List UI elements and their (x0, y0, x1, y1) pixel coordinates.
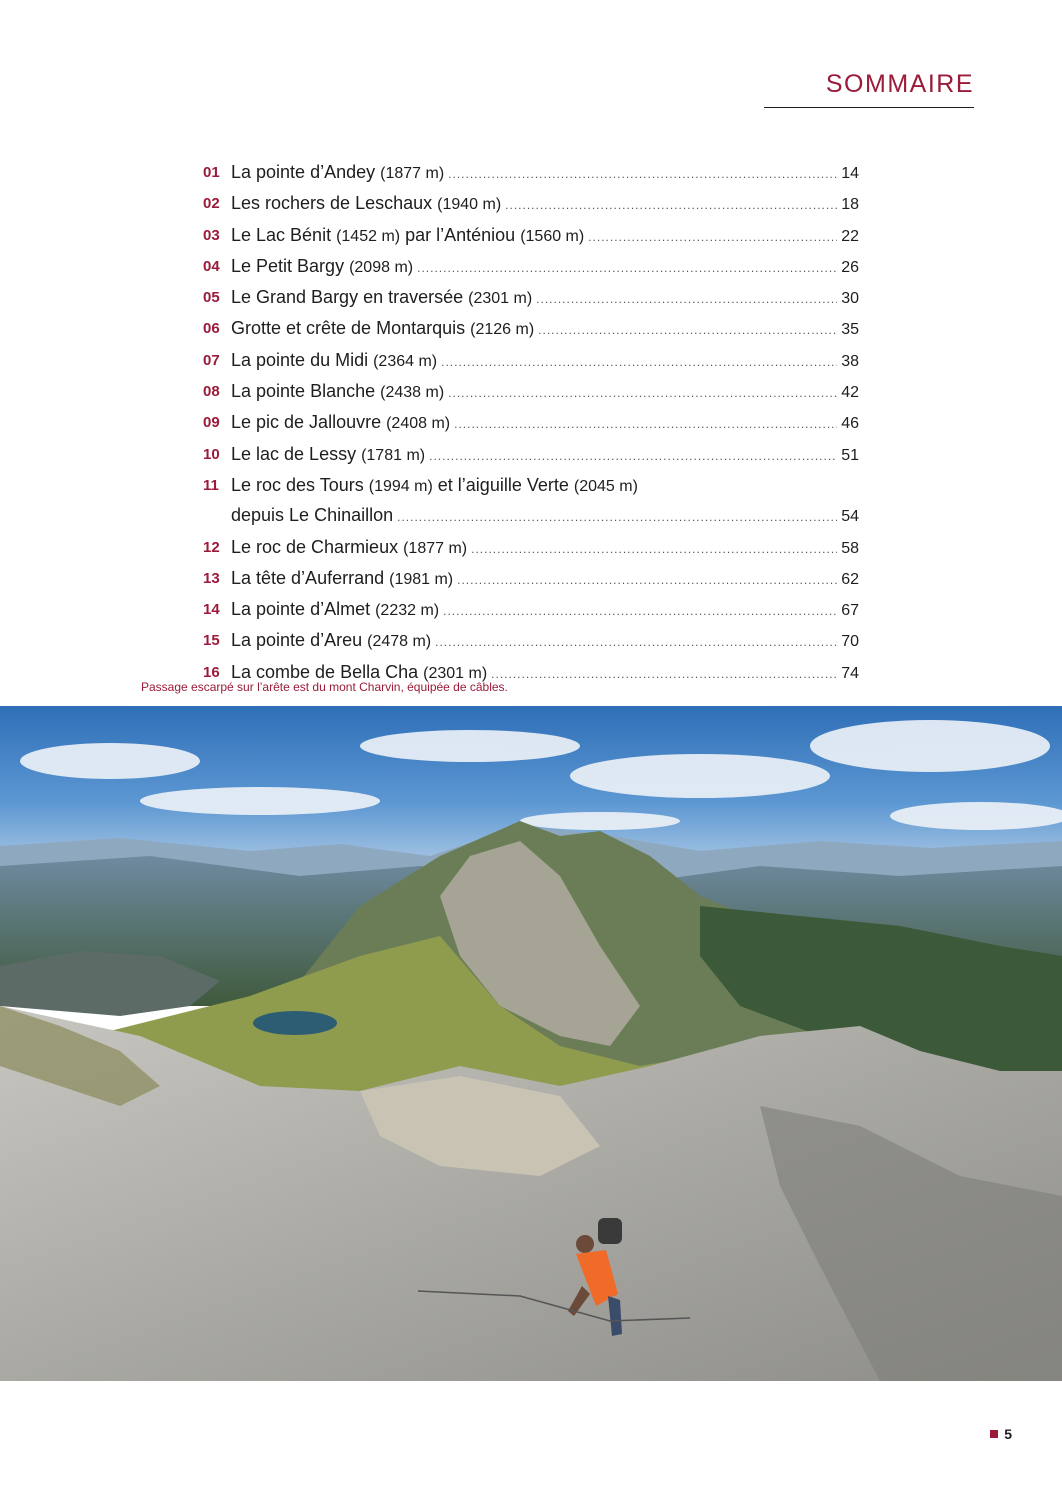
toc-entry-title (231, 626, 431, 656)
toc-entry-number: 05 (203, 289, 220, 307)
accent-square (990, 1430, 998, 1438)
toc-entry-altitude: (2438 m) (380, 384, 445, 402)
toc-entry-title-part: Le pic de Jallouvre (231, 412, 387, 433)
toc-entry-title (231, 501, 393, 530)
toc-entry[interactable] (203, 252, 859, 283)
toc-entry-page: 26 (841, 258, 859, 276)
toc-entry-altitude: (2232 m) (375, 602, 440, 620)
toc-entry-title (231, 564, 453, 594)
toc-entry-number: 11 (203, 476, 219, 494)
toc-entry-page: 74 (841, 664, 859, 682)
toc-entry-page: 14 (841, 165, 859, 182)
toc-entry-number: 16 (203, 663, 220, 681)
toc-entry[interactable] (203, 471, 859, 533)
toc-entry-page: 22 (841, 227, 859, 245)
toc-entry-number: 14 (203, 601, 220, 619)
page-number (990, 1426, 1012, 1442)
toc-entry-number: 07 (203, 351, 220, 369)
leader-dots (448, 160, 837, 189)
toc-entry-altitude: (1940 m) (437, 196, 502, 214)
toc-entry-altitude: (1877 m) (403, 539, 468, 557)
toc-entry[interactable] (203, 158, 859, 189)
toc-entry-page: 38 (841, 352, 859, 370)
toc-entry-title-part: La pointe Blanche (231, 381, 381, 402)
toc-entry[interactable] (203, 189, 859, 220)
toc-entry-title-part: Les rochers de Leschaux (231, 193, 438, 214)
toc-entry-page: 35 (841, 321, 859, 339)
toc-entry-altitude: (2126 m) (470, 321, 535, 339)
toc-entry-title-part: et l’aiguille Verte (432, 474, 574, 495)
toc-entry-number: 03 (203, 226, 220, 244)
toc-entry[interactable] (203, 314, 859, 345)
toc-entry-number: 12 (203, 538, 220, 556)
toc-entry-altitude: (1981 m) (389, 570, 454, 588)
toc-entry-title (231, 471, 638, 501)
toc-entry-number: 02 (203, 195, 220, 213)
toc-entry-altitude: (2408 m) (386, 415, 451, 433)
toc-entry-title (231, 377, 444, 407)
lake (253, 1011, 337, 1035)
toc-entry-altitude: (1877 m) (380, 165, 445, 182)
toc-entry-title (231, 158, 444, 188)
toc-entry-altitude: (2045 m) (573, 477, 638, 495)
toc-entry-page: 51 (841, 446, 859, 464)
toc-entry-altitude: (1452 m) (336, 227, 401, 245)
leader-dots (397, 503, 837, 532)
toc-entry-number: 13 (203, 569, 220, 587)
toc-entry-title (231, 408, 450, 438)
leader-dots (435, 628, 837, 657)
toc-entry-number: 06 (203, 320, 220, 338)
table-of-contents (203, 158, 859, 689)
leader-dots (471, 535, 837, 564)
toc-entry-page: 58 (841, 539, 859, 557)
leader-dots (441, 348, 837, 377)
leader-dots (457, 566, 837, 595)
toc-entry-page: 30 (841, 290, 859, 308)
toc-entry-title (231, 221, 584, 251)
toc-entry[interactable] (203, 283, 859, 314)
toc-entry-title-part: Le Petit Bargy (231, 255, 350, 276)
toc-entry-title-part: Le Grand Bargy en traversée (231, 287, 469, 308)
toc-entry[interactable] (203, 408, 859, 439)
leader-dots (417, 254, 837, 283)
toc-entry-title-part: La pointe du Midi (231, 349, 374, 370)
toc-entry[interactable] (203, 626, 859, 657)
toc-entry[interactable] (203, 564, 859, 595)
toc-entry-title (231, 595, 439, 625)
toc-entry-title-part: Le Lac Bénit (231, 224, 337, 245)
photo-caption: Passage escarpé sur l’arête est du mont Charvin, équipée de câbles. (141, 680, 508, 694)
toc-entry-number: 10 (203, 445, 220, 463)
leader-dots (443, 597, 837, 626)
toc-entry[interactable] (203, 533, 859, 564)
toc-entry-number: 08 (203, 383, 220, 401)
leader-dots (588, 223, 837, 252)
toc-entry-altitude: (1560 m) (520, 227, 585, 245)
toc-entry-page: 62 (841, 570, 859, 588)
toc-entry-altitude: (2301 m) (468, 290, 533, 308)
toc-entry-title-part: La pointe d’Andey (231, 162, 381, 182)
toc-entry-page: 67 (841, 602, 859, 620)
toc-entry[interactable] (203, 346, 859, 377)
toc-entry-title-part: Le lac de Lessy (231, 443, 362, 464)
toc-entry-altitude: (2364 m) (373, 352, 438, 370)
toc-entry-page: 18 (841, 196, 859, 214)
toc-entry-title-part: La tête d’Auferrand (231, 567, 390, 588)
toc-entry-title-part: depuis Le Chinaillon (231, 505, 394, 526)
toc-entry-title-part: Le roc de Charmieux (231, 536, 404, 557)
toc-entry-title-part: par l’Anténiou (400, 224, 521, 245)
toc-entry-title (231, 533, 467, 563)
toc-entry-title (231, 283, 532, 313)
title-rule (764, 107, 974, 108)
page-title: SOMMAIRE (825, 70, 974, 98)
leader-dots (454, 410, 837, 439)
toc-entry-altitude: (2301 m) (423, 664, 488, 682)
toc-entry[interactable] (203, 377, 859, 408)
toc-entry-altitude: (2098 m) (349, 258, 414, 276)
toc-entry-title-part: La pointe d’Areu (231, 630, 368, 651)
toc-entry-number: 15 (203, 632, 220, 650)
toc-entry-number: 09 (203, 414, 220, 432)
mountain-photo (0, 706, 1062, 1381)
toc-entry-altitude: (1994 m) (368, 477, 433, 495)
toc-entry-number: 01 (203, 164, 220, 181)
page-header (764, 70, 974, 108)
toc-entry-page: 70 (841, 633, 859, 651)
toc-entry-title-part: La pointe d’Almet (231, 599, 376, 620)
leader-dots (429, 442, 837, 471)
toc-entry[interactable] (203, 595, 859, 626)
toc-entry-number: 04 (203, 257, 220, 275)
toc-entry-page: 42 (841, 384, 859, 402)
toc-entry-title-part: Grotte et crête de Montarquis (231, 318, 471, 339)
leader-dots (536, 285, 837, 314)
toc-entry-title (231, 440, 425, 470)
toc-entry[interactable] (203, 221, 859, 252)
toc-entry-altitude: (2478 m) (367, 633, 432, 651)
toc-entry-altitude: (1781 m) (361, 446, 426, 464)
leader-dots (491, 660, 837, 689)
leader-dots (505, 191, 837, 220)
leader-dots (538, 316, 837, 345)
toc-entry-title (231, 346, 437, 376)
leader-dots (448, 379, 837, 408)
page-number-text: 5 (1004, 1426, 1012, 1442)
toc-entry-title (231, 252, 413, 282)
toc-entry-title-part: Le roc des Tours (231, 474, 369, 495)
toc-entry[interactable] (203, 440, 859, 471)
toc-entry-title-part: La combe de Bella Cha (231, 661, 424, 682)
toc-entry-title (231, 189, 501, 219)
toc-entry-title (231, 314, 534, 344)
toc-entry-page: 54 (841, 508, 859, 526)
toc-entry-page: 46 (841, 415, 859, 433)
